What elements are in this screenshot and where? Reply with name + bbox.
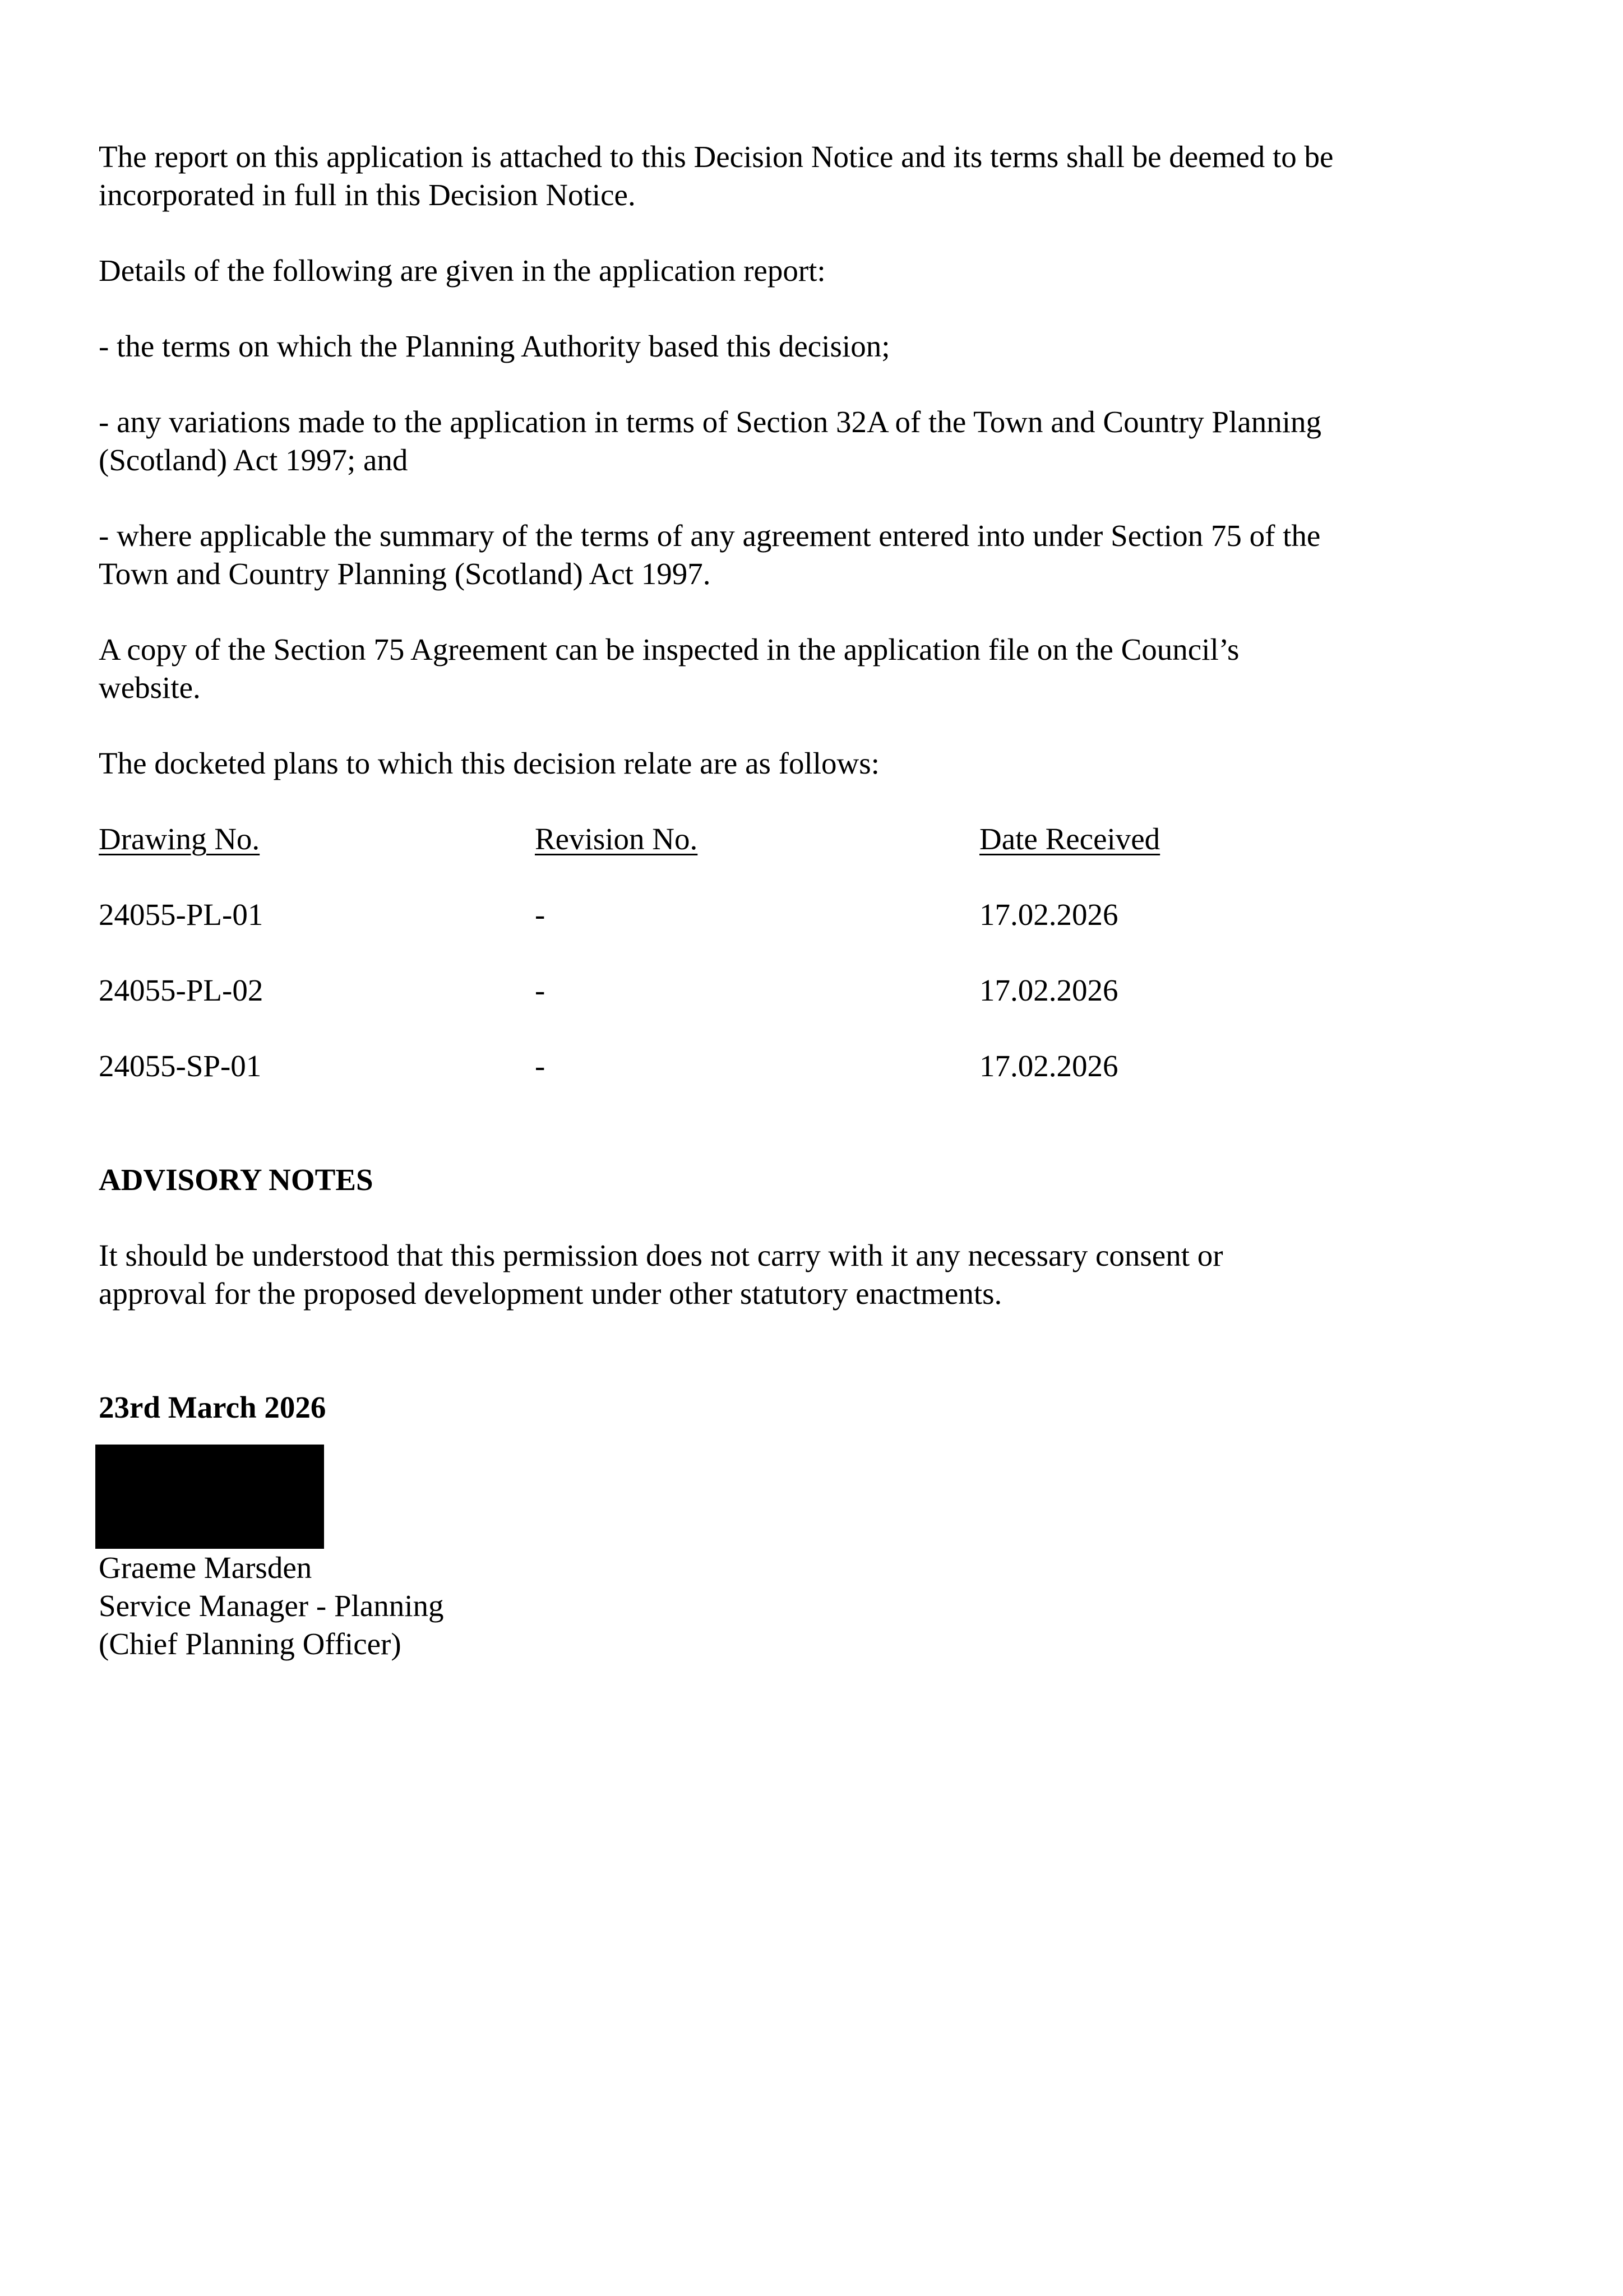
docketed-plans-intro: The docketed plans to which this decision relate are as follows:: [99, 746, 880, 780]
redacted-signature: [95, 1445, 324, 1549]
variations-bullet-paragraph: - any variations made to the application in terms of Section 32A of the Town and Country Planning (Scotland) Act 1997; and: [99, 405, 1321, 477]
plans-table: [99, 820, 1416, 1085]
drawing-no-cell: 24055-PL-01: [99, 897, 263, 932]
signatory-title: (Chief Planning Officer): [99, 1627, 401, 1661]
table-row: [99, 1047, 1416, 1085]
report-attached-paragraph: The report on this application is attached to this Decision Notice and its terms shall be deemed to be incorporated in full in this Decision Notice.: [99, 140, 1334, 212]
signatory-role: Service Manager - Planning: [99, 1589, 444, 1623]
drawing-no-cell: 24055-PL-02: [99, 973, 263, 1007]
revision-no-cell: -: [535, 1049, 545, 1083]
section75-bullet-paragraph: - where applicable the summary of the terms of any agreement entered into under Section 75 of the Town and Country Planning (Scotland) Act 1997.: [99, 519, 1321, 591]
header-date-received: Date Received: [979, 822, 1160, 856]
signoff-date: 23rd March 2026: [99, 1390, 326, 1424]
revision-no-cell: -: [535, 897, 545, 932]
drawing-no-cell: 24055-SP-01: [99, 1049, 262, 1083]
advisory-notes-heading: ADVISORY NOTES: [99, 1163, 373, 1197]
header-revision-no: Revision No.: [535, 822, 698, 856]
date-received-cell: 17.02.2026: [979, 897, 1118, 932]
date-received-cell: 17.02.2026: [979, 973, 1118, 1007]
revision-no-cell: -: [535, 973, 545, 1007]
table-row: [99, 896, 1416, 934]
table-row: [99, 971, 1416, 1010]
details-intro-paragraph: Details of the following are given in the application report:: [99, 253, 826, 288]
date-received-cell: 17.02.2026: [979, 1049, 1118, 1083]
header-drawing-no: Drawing No.: [99, 822, 260, 856]
advisory-notes-text: It should be understood that this permission does not carry with it any necessary consent or approval for the proposed development under other statutory enactments.: [99, 1238, 1223, 1311]
decision-notice-page: [99, 138, 1416, 1663]
section75-copy-paragraph: A copy of the Section 75 Agreement can be inspected in the application file on the Council’s website.: [99, 632, 1240, 705]
plans-table-header-row: [99, 820, 1416, 858]
signatory-name: Graeme Marsden: [99, 1550, 312, 1585]
terms-bullet-paragraph: - the terms on which the Planning Authority based this decision;: [99, 329, 890, 363]
